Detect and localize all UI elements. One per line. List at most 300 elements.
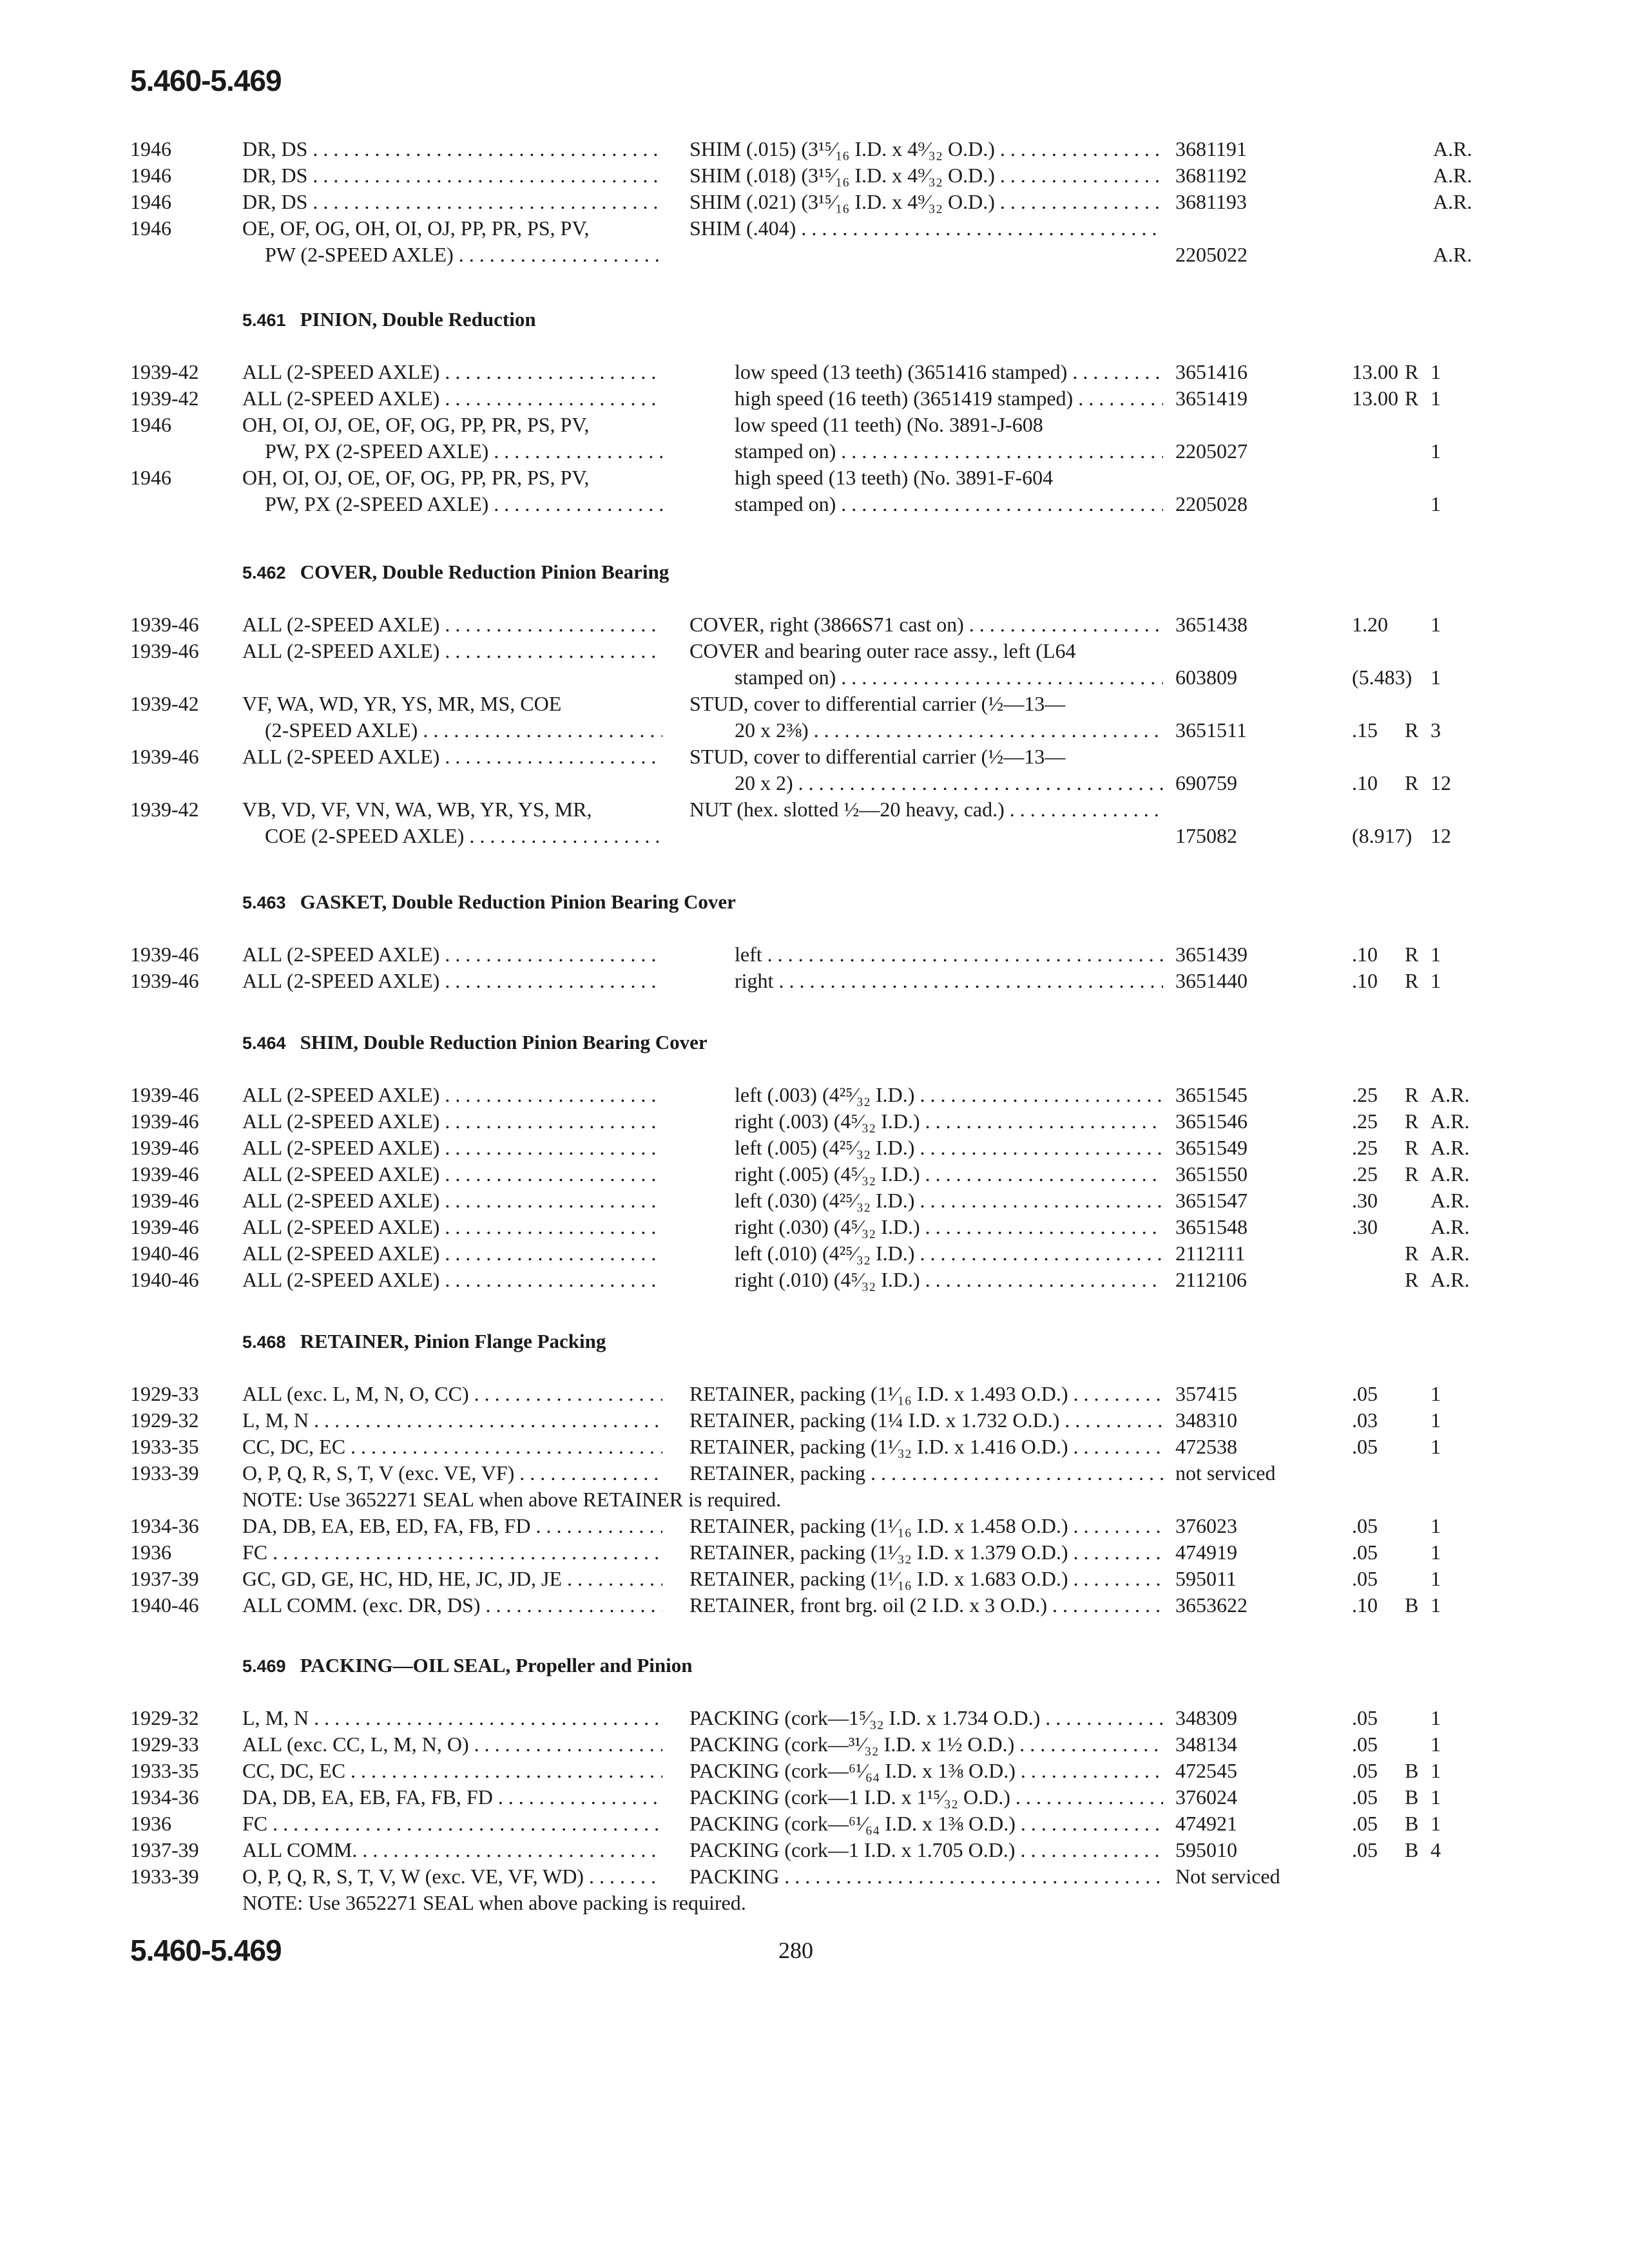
quantity-cell: 1 <box>1431 1435 1441 1458</box>
part-number-cell: 348310 <box>1175 1408 1237 1432</box>
year-cell: 1934-36 <box>130 1785 199 1809</box>
part-number-cell: 3681192 <box>1175 164 1247 187</box>
model-cell: ALL (2-SPEED AXLE) . . . <box>242 1160 662 1187</box>
table-row <box>0 1459 1629 1486</box>
part-number-cell: 3651511 <box>1175 718 1247 742</box>
year-cell: 1940-46 <box>130 1593 199 1617</box>
model-cell: DA, DB, EA, EB, ED, FA, FB, FD . . . <box>242 1512 662 1539</box>
model-cell: DA, DB, EA, EB, FA, FB, FD . . . <box>242 1783 662 1811</box>
part-number-cell: 472545 <box>1175 1759 1237 1782</box>
flag-cell: B <box>1405 1785 1419 1809</box>
table-row <box>0 967 1629 994</box>
year-cell: 1946 <box>130 466 171 489</box>
quantity-cell: 1 <box>1431 1759 1441 1782</box>
quantity-cell: 1 <box>1431 969 1441 992</box>
price-cell: (8.917) <box>1352 824 1412 847</box>
quantity-cell: 1 <box>1431 1541 1441 1564</box>
description-cell: low speed (13 teeth) (3651416 stamped) . . . <box>735 358 1163 385</box>
part-number-cell: 3651547 <box>1175 1189 1248 1212</box>
description-cell-continued: stamped on) . . . <box>735 664 1163 691</box>
price-cell: .05 <box>1352 1514 1378 1537</box>
table-row-continuation <box>0 769 1629 796</box>
price-cell: .05 <box>1352 1382 1378 1405</box>
price-cell: .30 <box>1352 1215 1378 1238</box>
model-cell: O, P, Q, R, S, T, V (exc. VE, VF) . . . <box>242 1459 662 1486</box>
year-cell: 1939-42 <box>130 692 199 715</box>
part-number-cell: 376024 <box>1175 1785 1237 1809</box>
year-cell: 1936 <box>130 1812 171 1835</box>
part-number-cell: 3651549 <box>1175 1136 1248 1159</box>
flag-cell: R <box>1405 1136 1419 1159</box>
description-cell: high speed (13 teeth) (No. 3891-F-604 <box>735 466 1054 489</box>
note: NOTE: Use 3652271 SEAL when above packing is required. <box>242 1891 746 1914</box>
table-row <box>0 1731 1629 1758</box>
model-cell: L, M, N . . . <box>242 1704 662 1731</box>
description-cell: SHIM (.015) (3¹⁵⁄₁₆ I.D. x 4⁹⁄₃₂ O.D.) . . . <box>689 135 1163 162</box>
price-cell: .25 <box>1352 1136 1378 1159</box>
description-cell: low speed (11 teeth) (No. 3891-J-608 <box>735 413 1043 436</box>
quantity-cell: 1 <box>1431 492 1441 515</box>
model-cell: ALL (2-SPEED AXLE) . . . <box>242 358 662 385</box>
description-cell: RETAINER, packing . . . <box>689 1459 1163 1486</box>
table-row <box>0 385 1629 412</box>
part-number-cell: 376023 <box>1175 1514 1237 1537</box>
description-cell: SHIM (.018) (3¹⁵⁄₁₆ I.D. x 4⁹⁄₃₂ O.D.) . . . <box>689 162 1163 189</box>
part-number-cell: 474919 <box>1175 1541 1237 1564</box>
flag-cell: R <box>1405 771 1419 794</box>
part-number-cell: 3651440 <box>1175 969 1248 992</box>
table-row <box>0 1134 1629 1161</box>
price-cell: .10 <box>1352 943 1378 966</box>
model-cell: ALL (2-SPEED AXLE) . . . <box>242 1266 662 1293</box>
description-cell: RETAINER, packing (1¹⁄₁₆ I.D. x 1.683 O.D.) . . . <box>689 1565 1163 1592</box>
description-cell: left (.005) (4²⁵⁄₃₂ I.D.) . . . <box>735 1134 1163 1161</box>
table-row <box>0 1108 1629 1135</box>
description-cell: RETAINER, packing (1¹⁄₃₂ I.D. x 1.416 O.D.) . . . <box>689 1433 1163 1460</box>
description-cell: PACKING (cork—⁶¹⁄₆₄ I.D. x 1⅜ O.D.) . . . <box>689 1757 1163 1784</box>
part-number-cell: 3651548 <box>1175 1215 1248 1238</box>
model-cell: ALL (2-SPEED AXLE) . . . <box>242 1240 662 1267</box>
section-heading <box>242 1654 692 1677</box>
part-number-cell: 348309 <box>1175 1706 1237 1729</box>
section-heading <box>242 1031 708 1054</box>
description-cell-continued: stamped on) . . . <box>735 490 1163 517</box>
section-number: 5.462 <box>242 563 286 582</box>
year-cell: 1939-46 <box>130 1189 199 1212</box>
description-cell-continued: 20 x 2⅜) . . . <box>735 716 1163 744</box>
year-cell: 1939-42 <box>130 360 199 383</box>
year-cell: 1939-46 <box>130 1215 199 1238</box>
model-cell: VB, VD, VF, VN, WA, WB, YR, YS, MR, <box>242 798 592 821</box>
quantity-cell: A.R. <box>1431 1189 1470 1212</box>
quantity-cell: 1 <box>1431 613 1441 636</box>
table-row <box>0 188 1629 215</box>
part-number-cell: 690759 <box>1175 771 1237 794</box>
quantity-cell: 1 <box>1431 1812 1441 1835</box>
price-cell: 13.00 <box>1352 387 1398 410</box>
description-cell: left (.030) (4²⁵⁄₃₂ I.D.) . . . <box>735 1187 1163 1214</box>
price-cell: .05 <box>1352 1785 1378 1809</box>
table-row <box>0 1810 1629 1837</box>
part-number-cell: 2112111 <box>1175 1242 1246 1265</box>
section-title: GASKET, Double Reduction Pinion Bearing Cover <box>300 890 736 913</box>
quantity-cell: 1 <box>1431 943 1441 966</box>
quantity-cell: 1 <box>1431 1382 1441 1405</box>
quantity-cell: A.R. <box>1433 164 1472 187</box>
table-row <box>0 1266 1629 1293</box>
section-heading <box>242 308 536 331</box>
description-cell: left . . . <box>735 941 1163 968</box>
part-number-cell: 603809 <box>1175 666 1237 689</box>
year-cell: 1939-46 <box>130 943 199 966</box>
description-cell: PACKING (cork—1 I.D. x 1.705 O.D.) . . . <box>689 1836 1163 1863</box>
note: NOTE: Use 3652271 SEAL when above RETAINER is required. <box>242 1488 782 1511</box>
table-row <box>0 411 1629 438</box>
table-row <box>0 941 1629 968</box>
quantity-cell: 1 <box>1431 666 1441 689</box>
part-number-cell: 3651546 <box>1175 1110 1248 1133</box>
description-cell: right (.005) (4⁵⁄₃₂ I.D.) . . . <box>735 1160 1163 1187</box>
description-cell: COVER and bearing outer race assy., left (L64 <box>689 639 1076 662</box>
section-number: 5.461 <box>242 311 286 330</box>
description-cell: SHIM (.404) . . . <box>689 215 1163 242</box>
table-row <box>0 1565 1629 1592</box>
year-cell: 1940-46 <box>130 1268 199 1291</box>
description-cell: RETAINER, packing (1¹⁄₁₆ I.D. x 1.493 O.D.) . . . <box>689 1380 1163 1407</box>
flag-cell: R <box>1405 387 1419 410</box>
year-cell: 1929-32 <box>130 1408 199 1432</box>
section-title: SHIM, Double Reduction Pinion Bearing Cover <box>300 1031 708 1053</box>
model-cell: OH, OI, OJ, OE, OF, OG, PP, PR, PS, PV, <box>242 466 590 489</box>
model-cell: FC . . . <box>242 1810 662 1837</box>
model-cell: VF, WA, WD, YR, YS, MR, MS, COE <box>242 692 562 715</box>
year-cell: 1939-46 <box>130 1110 199 1133</box>
part-number-cell: 3651416 <box>1175 360 1248 383</box>
flag-cell: B <box>1405 1812 1419 1835</box>
model-cell: DR, DS . . . <box>242 135 662 162</box>
price-cell: .05 <box>1352 1567 1378 1590</box>
description-cell: SHIM (.021) (3¹⁵⁄₁₆ I.D. x 4⁹⁄₃₂ O.D.) . . . <box>689 188 1163 215</box>
year-cell: 1929-32 <box>130 1706 199 1729</box>
price-cell: .30 <box>1352 1189 1378 1212</box>
quantity-cell: 1 <box>1431 1733 1441 1756</box>
model-cell: O, P, Q, R, S, T, V, W (exc. VE, VF, WD) . . . <box>242 1863 662 1890</box>
model-cell: DR, DS . . . <box>242 188 662 215</box>
description-cell: PACKING (cork—1⁵⁄₃₂ I.D. x 1.734 O.D.) . . . <box>689 1704 1163 1731</box>
quantity-cell: A.R. <box>1433 243 1472 266</box>
model-cell: OH, OI, OJ, OE, OF, OG, PP, PR, PS, PV, <box>242 413 590 436</box>
flag-cell: R <box>1405 1083 1419 1106</box>
part-number-cell: 357415 <box>1175 1382 1237 1405</box>
price-cell: .05 <box>1352 1838 1378 1861</box>
model-cell-continued: PW (2-SPEED AXLE) . . . <box>265 241 662 268</box>
year-cell: 1933-35 <box>130 1759 199 1782</box>
description-cell: right . . . <box>735 967 1163 994</box>
table-row <box>0 1407 1629 1434</box>
table-row <box>0 1240 1629 1267</box>
model-cell: OE, OF, OG, OH, OI, OJ, PP, PR, PS, PV, <box>242 216 590 240</box>
model-cell: ALL (exc. L, M, N, O, CC) . . . <box>242 1380 662 1407</box>
model-cell-continued: (2-SPEED AXLE) . . . <box>265 716 662 744</box>
part-number-cell: 3651545 <box>1175 1083 1248 1106</box>
table-row <box>0 1783 1629 1811</box>
flag-cell: R <box>1405 1268 1419 1291</box>
part-number-cell: 3651438 <box>1175 613 1248 636</box>
description-cell: RETAINER, packing (1¹⁄₃₂ I.D. x 1.379 O.D.) . . . <box>689 1539 1163 1566</box>
flag-cell: R <box>1405 718 1419 742</box>
section-number: 5.464 <box>242 1033 286 1053</box>
quantity-cell: A.R. <box>1431 1162 1470 1186</box>
model-cell: ALL (2-SPEED AXLE) . . . <box>242 1187 662 1214</box>
page-number: 280 <box>778 1937 813 1963</box>
model-cell: L, M, N . . . <box>242 1407 662 1434</box>
year-cell: 1939-46 <box>130 745 199 768</box>
table-row <box>0 1591 1629 1619</box>
price-cell: .15 <box>1352 718 1378 742</box>
part-number-cell: 3651550 <box>1175 1162 1248 1186</box>
section-number: 5.468 <box>242 1332 286 1352</box>
flag-cell: R <box>1405 1242 1419 1265</box>
price-cell: .10 <box>1352 1593 1378 1617</box>
price-cell: .05 <box>1352 1733 1378 1756</box>
section-title: COVER, Double Reduction Pinion Bearing <box>300 561 670 583</box>
description-cell: RETAINER, front brg. oil (2 I.D. x 3 O.D.) . . . <box>689 1591 1163 1619</box>
year-cell: 1936 <box>130 1541 171 1564</box>
table-row <box>0 135 1629 162</box>
flag-cell: R <box>1405 1110 1419 1133</box>
description-cell-continued: stamped on) . . . <box>735 437 1163 465</box>
description-cell: STUD, cover to differential carrier (½—13— <box>689 745 1066 768</box>
model-cell: DR, DS . . . <box>242 162 662 189</box>
year-cell: 1939-42 <box>130 798 199 821</box>
section-number: 5.469 <box>242 1657 286 1676</box>
flag-cell: R <box>1405 969 1419 992</box>
price-cell: .03 <box>1352 1408 1378 1432</box>
year-cell: 1946 <box>130 164 171 187</box>
description-cell: NUT (hex. slotted ½—20 heavy, cad.) . . . <box>689 796 1163 823</box>
table-row <box>0 1380 1629 1407</box>
price-cell: .25 <box>1352 1083 1378 1106</box>
year-cell: 1939-46 <box>130 639 199 662</box>
description-cell: PACKING . . . <box>689 1863 1163 1890</box>
quantity-cell: 12 <box>1431 771 1451 794</box>
table-row <box>0 637 1629 664</box>
table-row <box>0 1213 1629 1240</box>
table-row <box>0 1539 1629 1566</box>
table-row <box>0 611 1629 638</box>
year-cell: 1939-46 <box>130 1162 199 1186</box>
page-header-range: 5.460-5.469 <box>130 64 282 97</box>
quantity-cell: A.R. <box>1433 190 1472 213</box>
table-row <box>0 162 1629 189</box>
year-cell: 1939-46 <box>130 1083 199 1106</box>
year-cell: 1934-36 <box>130 1514 199 1537</box>
table-row <box>0 1187 1629 1214</box>
description-cell: COVER, right (3866S71 cast on) . . . <box>689 611 1163 638</box>
flag-cell: R <box>1405 360 1419 383</box>
price-cell: .05 <box>1352 1435 1378 1458</box>
year-cell: 1940-46 <box>130 1242 199 1265</box>
section-title: RETAINER, Pinion Flange Packing <box>300 1330 606 1352</box>
model-cell-continued: PW, PX (2-SPEED AXLE) . . . <box>265 490 662 517</box>
description-cell: PACKING (cork—⁶¹⁄₆₄ I.D. x 1⅜ O.D.) . . . <box>689 1810 1163 1837</box>
year-cell: 1933-39 <box>130 1865 199 1888</box>
table-row <box>0 215 1629 242</box>
quantity-cell: 1 <box>1431 1567 1441 1590</box>
year-cell: 1929-33 <box>130 1382 199 1405</box>
part-number-cell: 3681191 <box>1175 137 1247 160</box>
year-cell: 1939-46 <box>130 1136 199 1159</box>
table-row-continuation <box>0 664 1629 691</box>
quantity-cell: A.R. <box>1431 1242 1470 1265</box>
year-cell: 1939-46 <box>130 969 199 992</box>
model-cell: ALL COMM. . . . <box>242 1836 662 1863</box>
part-number-cell: 595010 <box>1175 1838 1237 1861</box>
price-cell: .05 <box>1352 1541 1378 1564</box>
table-row <box>0 1863 1629 1890</box>
model-cell: GC, GD, GE, HC, HD, HE, JC, JD, JE . . . <box>242 1565 662 1592</box>
quantity-cell: 1 <box>1431 1785 1441 1809</box>
part-number-cell: 175082 <box>1175 824 1237 847</box>
year-cell: 1946 <box>130 216 171 240</box>
model-cell-continued: COE (2-SPEED AXLE) . . . <box>265 822 662 849</box>
flag-cell: B <box>1405 1759 1419 1782</box>
table-row-continuation <box>0 716 1629 744</box>
model-cell: ALL (2-SPEED AXLE) . . . <box>242 1134 662 1161</box>
price-cell: .10 <box>1352 771 1378 794</box>
table-row <box>0 1160 1629 1187</box>
model-cell: ALL COMM. (exc. DR, DS) . . . <box>242 1591 662 1619</box>
flag-cell: B <box>1405 1838 1419 1861</box>
part-number-cell: 3681193 <box>1175 190 1247 213</box>
year-cell: 1946 <box>130 137 171 160</box>
table-row <box>0 1433 1629 1460</box>
section-number: 5.463 <box>242 893 286 912</box>
quantity-cell: 3 <box>1431 718 1441 742</box>
description-cell: RETAINER, packing (1¹⁄₁₆ I.D. x 1.458 O.D.) . . . <box>689 1512 1163 1539</box>
description-cell: high speed (16 teeth) (3651419 stamped) . . . <box>735 385 1163 412</box>
price-cell: 1.20 <box>1352 613 1388 636</box>
model-cell: ALL (2-SPEED AXLE) . . . <box>242 967 662 994</box>
model-cell: ALL (2-SPEED AXLE) . . . <box>242 637 662 664</box>
description-cell: left (.003) (4²⁵⁄₃₂ I.D.) . . . <box>735 1081 1163 1108</box>
price-cell: .25 <box>1352 1110 1378 1133</box>
section-heading <box>242 1330 606 1353</box>
section-heading <box>242 561 669 584</box>
table-row-continuation <box>0 822 1629 849</box>
model-cell: ALL (2-SPEED AXLE) . . . <box>242 941 662 968</box>
description-cell: right (.010) (4⁵⁄₃₂ I.D.) . . . <box>735 1266 1163 1293</box>
flag-cell: B <box>1405 1593 1419 1617</box>
description-cell: right (.003) (4⁵⁄₃₂ I.D.) . . . <box>735 1108 1163 1135</box>
year-cell: 1937-39 <box>130 1838 199 1861</box>
quantity-cell: 1 <box>1431 1593 1441 1617</box>
description-cell: PACKING (cork—1 I.D. x 1¹⁵⁄₃₂ O.D.) . . . <box>689 1783 1163 1811</box>
part-number-cell: 472538 <box>1175 1435 1237 1458</box>
table-row-continuation <box>0 437 1629 465</box>
model-cell-continued: PW, PX (2-SPEED AXLE) . . . <box>265 437 662 465</box>
model-cell: ALL (exc. CC, L, M, N, O) . . . <box>242 1731 662 1758</box>
part-number-cell: 2112106 <box>1175 1268 1247 1291</box>
year-cell: 1933-39 <box>130 1461 199 1485</box>
year-cell: 1937-39 <box>130 1567 199 1590</box>
model-cell: ALL (2-SPEED AXLE) . . . <box>242 1213 662 1240</box>
model-cell: ALL (2-SPEED AXLE) . . . <box>242 611 662 638</box>
table-row <box>0 1757 1629 1784</box>
table-row <box>0 743 1629 770</box>
price-cell: .05 <box>1352 1759 1378 1782</box>
model-cell: ALL (2-SPEED AXLE) . . . <box>242 1108 662 1135</box>
part-number-cell: 3653622 <box>1175 1593 1248 1617</box>
description-cell: right (.030) (4⁵⁄₃₂ I.D.) . . . <box>735 1213 1163 1240</box>
quantity-cell: 1 <box>1431 1408 1441 1432</box>
quantity-cell: 1 <box>1431 1706 1441 1729</box>
description-cell: STUD, cover to differential carrier (½—13— <box>689 692 1066 715</box>
table-row <box>0 690 1629 717</box>
price-cell: .10 <box>1352 969 1378 992</box>
price-cell: .25 <box>1352 1162 1378 1186</box>
part-number-cell: Not serviced <box>1175 1865 1280 1888</box>
quantity-cell: 1 <box>1431 387 1441 410</box>
year-cell: 1929-33 <box>130 1733 199 1756</box>
quantity-cell: 1 <box>1431 439 1441 463</box>
table-row-continuation <box>0 241 1629 268</box>
part-number-cell: 2205027 <box>1175 439 1248 463</box>
year-cell: 1946 <box>130 190 171 213</box>
quantity-cell: 12 <box>1431 824 1451 847</box>
table-row <box>0 1081 1629 1108</box>
description-cell-continued: 20 x 2) . . . <box>735 769 1163 796</box>
table-row-continuation <box>0 490 1629 517</box>
year-cell: 1933-35 <box>130 1435 199 1458</box>
table-row <box>0 464 1629 491</box>
model-cell: CC, DC, EC . . . <box>242 1433 662 1460</box>
price-cell: .05 <box>1352 1706 1378 1729</box>
part-number-cell: 595011 <box>1175 1567 1237 1590</box>
quantity-cell: A.R. <box>1431 1083 1470 1106</box>
part-number-cell: not serviced <box>1175 1461 1276 1485</box>
quantity-cell: 4 <box>1431 1838 1441 1861</box>
description-cell: RETAINER, packing (1¼ I.D. x 1.732 O.D.) . . . <box>689 1407 1163 1434</box>
table-row <box>0 1836 1629 1863</box>
description-cell: left (.010) (4²⁵⁄₃₂ I.D.) . . . <box>735 1240 1163 1267</box>
flag-cell: R <box>1405 943 1419 966</box>
table-row <box>0 358 1629 385</box>
flag-cell: R <box>1405 1162 1419 1186</box>
section-heading <box>242 890 736 914</box>
table-row <box>0 1704 1629 1731</box>
section-title: PACKING—OIL SEAL, Propeller and Pinion <box>300 1654 693 1677</box>
description-cell: PACKING (cork—³¹⁄₃₂ I.D. x 1½ O.D.) . . . <box>689 1731 1163 1758</box>
year-cell: 1946 <box>130 413 171 436</box>
part-number-cell: 2205022 <box>1175 243 1248 266</box>
quantity-cell: A.R. <box>1431 1110 1470 1133</box>
part-number-cell: 474921 <box>1175 1812 1237 1835</box>
quantity-cell: 1 <box>1431 1514 1441 1537</box>
quantity-cell: A.R. <box>1431 1268 1470 1291</box>
year-cell: 1939-42 <box>130 387 199 410</box>
price-cell: .05 <box>1352 1812 1378 1835</box>
table-row <box>0 1512 1629 1539</box>
page-footer-range: 5.460-5.469 <box>130 1934 282 1967</box>
table-row <box>0 796 1629 823</box>
quantity-cell: A.R. <box>1433 137 1472 160</box>
model-cell: CC, DC, EC . . . <box>242 1757 662 1784</box>
part-number-cell: 348134 <box>1175 1733 1237 1756</box>
model-cell: ALL (2-SPEED AXLE) . . . <box>242 743 662 770</box>
model-cell: ALL (2-SPEED AXLE) . . . <box>242 1081 662 1108</box>
price-cell: 13.00 <box>1352 360 1398 383</box>
